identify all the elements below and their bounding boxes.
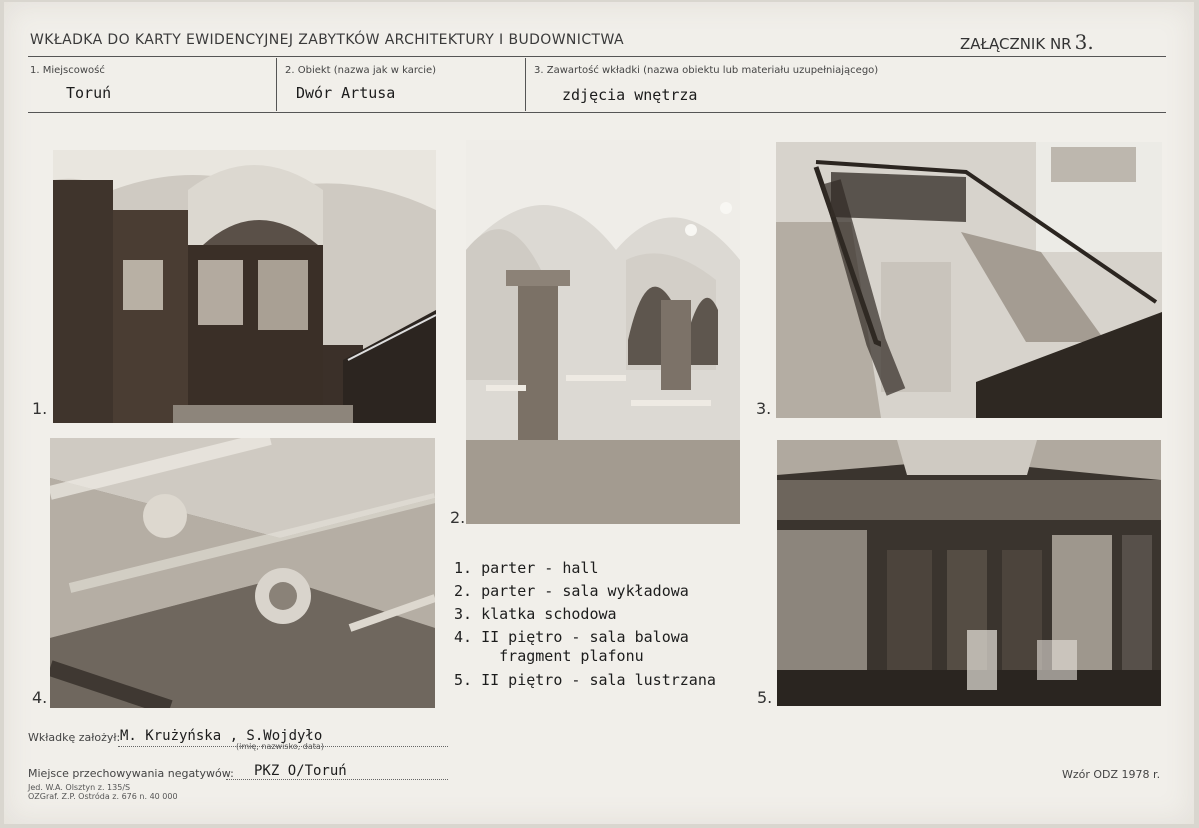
print-info-line1: Jed. W.A. Olsztyn z. 135/S <box>28 783 131 792</box>
photo-staircase <box>776 142 1162 418</box>
photo-number-2: 2. <box>450 508 466 527</box>
photo-number-5: 5. <box>757 688 773 707</box>
sheet-title: WKŁADKA DO KARTY EWIDENCYJNEJ ZABYTKÓW ARCHITEKTURY I BUDOWNICTWA <box>30 32 624 48</box>
photo-number-3: 3. <box>756 399 772 418</box>
template-mark: Wzór ODZ 1978 r. <box>1062 768 1161 781</box>
object-label: 2. Obiekt (nazwa jak w karcie) <box>285 65 437 76</box>
field-divider <box>525 58 526 111</box>
locality-label: 1. Miejscowość <box>30 65 105 76</box>
locality-value: Toruń <box>66 84 112 102</box>
photo-number-4: 4. <box>32 688 48 707</box>
content-value: zdjęcia wnętrza <box>562 86 698 104</box>
annex-label <box>960 30 1094 54</box>
author-label: Wkładkę założył: <box>28 731 121 744</box>
caption-item: 4. II piętro - sala balowa fragment plafonu <box>454 628 689 665</box>
object-value: Dwór Artusa <box>296 84 396 102</box>
record-sheet <box>4 2 1194 824</box>
caption-item: 1. parter - hall <box>454 559 599 577</box>
caption-list <box>454 557 716 692</box>
author-value: M. Krużyńska , S.Wojdyło <box>120 728 323 744</box>
storage-value: PKZ O/Toruń <box>254 763 347 779</box>
content-label: 3. Zawartość wkładki (nazwa obiektu lub materiału uzupełniającego) <box>534 65 879 76</box>
print-info-line2: OZGraf. Z.P. Ostróda z. 676 n. 40 000 <box>28 792 178 801</box>
photo-mirror-hall <box>777 440 1161 706</box>
storage-label: Miejsce przechowywania negatywów: <box>28 767 234 780</box>
fields-rule <box>28 112 1166 113</box>
field-divider <box>276 58 277 111</box>
photo-number-1: 1. <box>32 399 48 418</box>
header-rule <box>28 56 1166 57</box>
photo-lecture-room <box>466 140 740 524</box>
photo-hall <box>53 150 436 423</box>
caption-item: 2. parter - sala wykładowa <box>454 582 689 600</box>
author-hint: (imię, nazwisko, data) <box>236 742 324 751</box>
storage-dotted-line <box>226 779 448 780</box>
photo-ballroom-ceiling <box>50 438 435 708</box>
annex-number: 3. <box>1074 30 1094 54</box>
annex-label-text: ZAŁĄCZNIK NR <box>960 35 1072 53</box>
caption-item: 3. klatka schodowa <box>454 605 617 623</box>
caption-item: 5. II piętro - sala lustrzana <box>454 671 716 689</box>
